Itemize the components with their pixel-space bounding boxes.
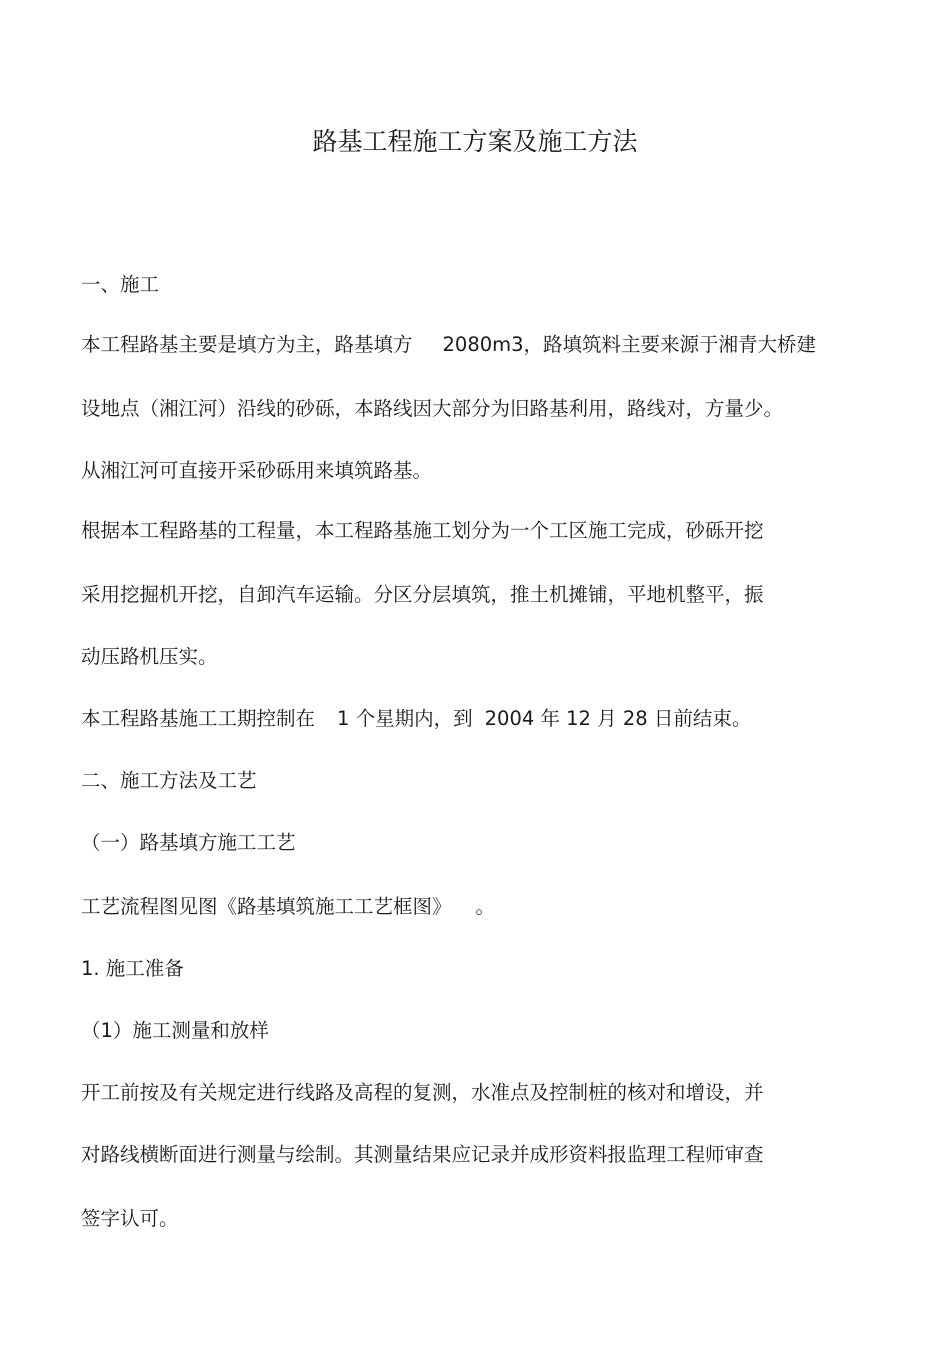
paragraph-line <box>81 330 816 360</box>
numbered-heading: 1. 施工准备 <box>81 957 184 980</box>
text-segment: 工艺流程图见图《路基填筑施工工艺框图》 <box>81 895 452 918</box>
subsection-heading: （一）路基填方施工工艺 <box>81 831 296 854</box>
document-title: 路基工程施工方案及施工方法 <box>312 127 638 156</box>
paragraph-line: 对路线横断面进行测量与绘制。其测量结果应记录并成形资料报监理工程师审查 <box>81 1143 764 1166</box>
text-segment: 本工程路基施工工期控制在 <box>81 707 316 730</box>
section-heading-1: 一、施工 <box>81 273 160 296</box>
text-segment: 2080m3，路填筑料主要来源于湘青大桥建 <box>442 333 817 356</box>
text-segment: 本工程路基主要是填方为主，路基填方 <box>81 333 413 356</box>
paragraph-line: 设地点（湘江河）沿线的砂砾，本路线因大部分为旧路基利用，路线对，方量少。 <box>81 397 784 420</box>
text-segment: 2004 年 12 月 28 日前结束。 <box>484 707 752 730</box>
paragraph-line: 动压路机压实。 <box>81 645 218 668</box>
paragraph-line <box>81 704 751 734</box>
paragraph-line: 从湘江河可直接开采砂砾用来填筑路基。 <box>81 459 433 482</box>
paragraph-line: 开工前按及有关规定进行线路及高程的复测，水准点及控制桩的核对和增设，并 <box>81 1081 764 1104</box>
paragraph-line: 签字认可。 <box>81 1207 179 1230</box>
section-heading-2: 二、施工方法及工艺 <box>81 769 257 792</box>
numbered-subheading: （1）施工测量和放样 <box>81 1019 269 1042</box>
paragraph-line: 根据本工程路基的工程量，本工程路基施工划分为一个工区施工完成，砂砾开挖 <box>81 519 764 542</box>
text-segment: 。 <box>475 895 496 918</box>
paragraph-line <box>81 892 495 922</box>
text-segment: 1 个星期内，到 <box>337 707 473 730</box>
paragraph-line: 采用挖掘机开挖，自卸汽车运输。分区分层填筑，推土机摊铺，平地机整平，振 <box>81 583 764 606</box>
